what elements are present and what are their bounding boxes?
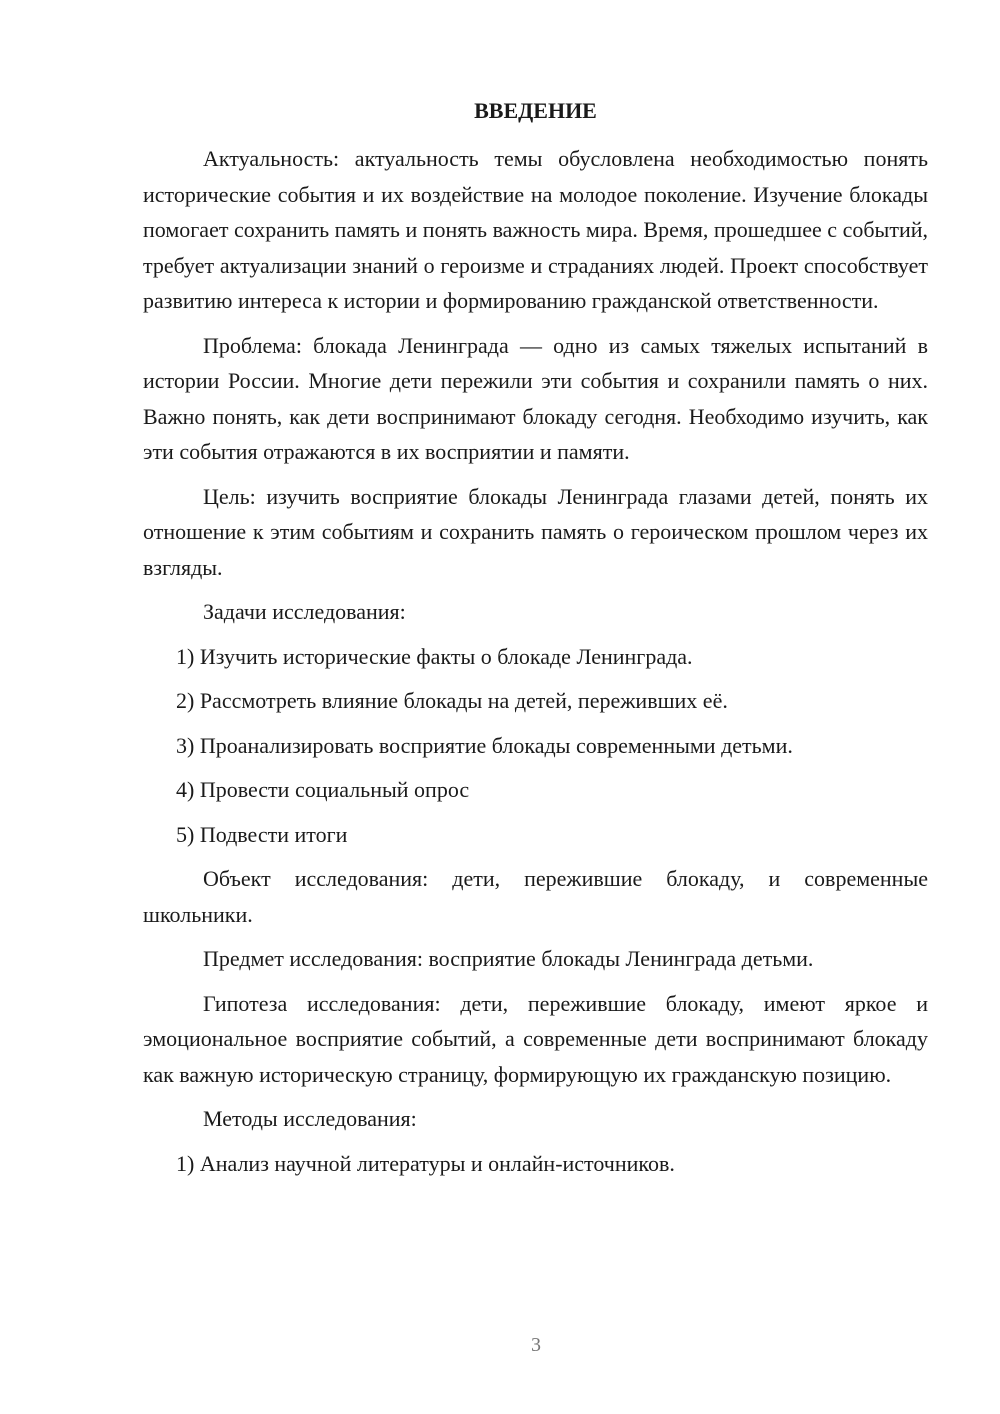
problem-paragraph: Проблема: блокада Ленинграда — одно из самых тяжелых испытаний в истории России. Многие дети пережили эти события и сохранили память о них. Важно понять, как дети воспринимают блокаду сегодня. Необходимо изучить, как эти события отражаются в их восприятии и памяти. xyxy=(143,332,928,464)
methods-list xyxy=(143,1146,928,1182)
relevance-paragraph: Актуальность: актуальность темы обусловлена необходимостью понять исторические события и их воздействие на молодое поколение. Изучение блокады помогает сохранить память и понять важность мира. Время, прошедшее с событий, требует актуализации знаний о героизме и страданиях людей. Проект способствует развитию интереса к истории и формированию гражданской ответственности. xyxy=(143,146,928,313)
section-title: ВВЕДЕНИЕ xyxy=(474,98,597,123)
list-item: 5) Подвести итоги xyxy=(176,821,348,847)
document-page xyxy=(143,95,928,1190)
object-paragraph: Объект исследования: дети, пережившие блокаду, и современные школьники. xyxy=(143,866,928,927)
goal-paragraph: Цель: изучить восприятие блокады Ленинграда глазами детей, понять их отношение к этим событиям и сохранить память о героическом прошлом через их взгляды. xyxy=(143,483,928,580)
subject-paragraph: Предмет исследования: восприятие блокады Ленинграда детьми. xyxy=(203,946,814,971)
list-item: 2) Рассмотреть влияние блокады на детей, переживших её. xyxy=(176,688,728,713)
list-item: 3) Проанализировать восприятие блокады современными детьми. xyxy=(176,732,793,758)
list-item: 1) Изучить исторические факты о блокаде Ленинграда. xyxy=(176,643,693,669)
tasks-heading: Задачи исследования: xyxy=(203,599,406,624)
tasks-list xyxy=(143,639,928,853)
page-number: 3 xyxy=(531,1334,541,1356)
methods-heading: Методы исследования: xyxy=(203,1106,417,1131)
list-item: 1) Анализ научной литературы и онлайн-источников. xyxy=(176,1150,675,1176)
list-item: 4) Провести социальный опрос xyxy=(176,777,470,802)
hypothesis-paragraph: Гипотеза исследования: дети, пережившие блокаду, имеют яркое и эмоциональное восприятие событий, а современные дети воспринимают блокаду как важную историческую страницу, формирующую их гражданскую позицию. xyxy=(143,990,928,1087)
